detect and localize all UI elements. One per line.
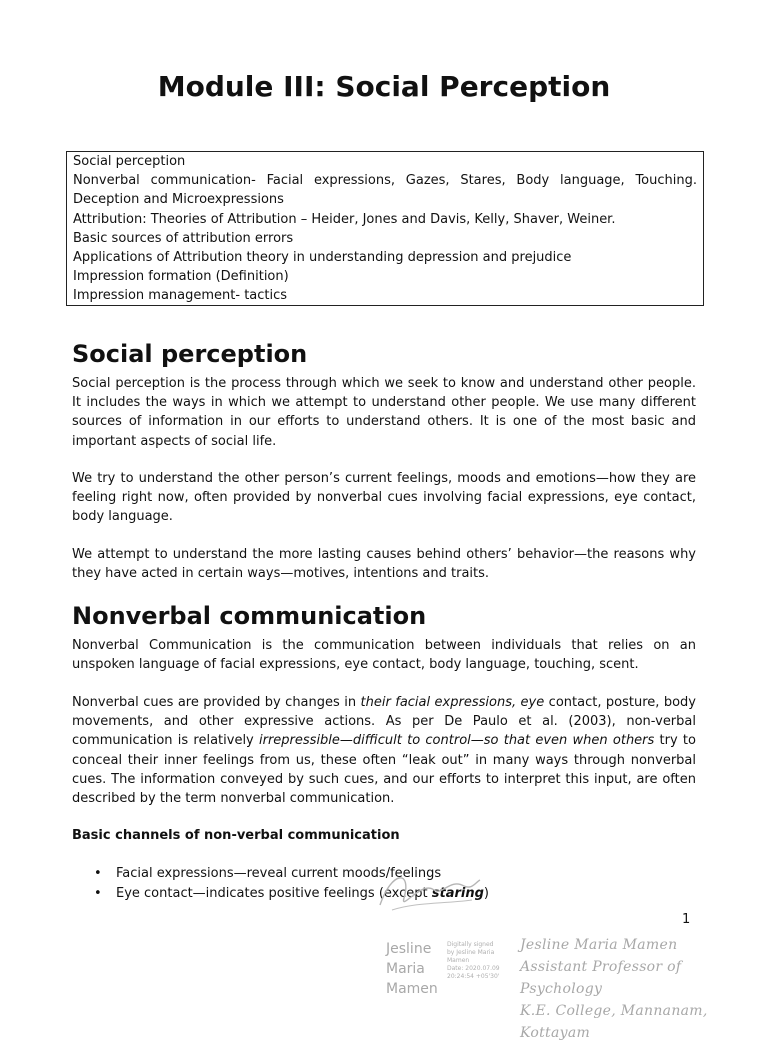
page-number: 1	[682, 912, 691, 927]
paragraph: We try to understand the other person’s current feelings, moods and emotions—how they are feeling right now, often provided by nonverbal cues involving facial expressions, eye contact, body language.	[72, 471, 696, 525]
italic-text: staring	[431, 886, 484, 901]
page-title: Module III: Social Perception	[157, 70, 611, 103]
italic-text: their facial expressions, eye	[360, 695, 545, 710]
social-perception-section	[72, 338, 696, 370]
signature-detail-line: Mamen	[447, 957, 470, 964]
signature-script-line: Assistant Professor of Psychology	[520, 959, 682, 997]
text-run: )	[483, 886, 489, 901]
signature-script-line: Jesline Maria Mamen	[520, 937, 678, 953]
signature-script	[520, 934, 768, 1044]
signature-scribble	[372, 860, 482, 920]
paragraph: We attempt to understand the more lasting causes behind others’ behavior—the reasons why they have acted in certain ways—motives, intentions and traits.	[72, 547, 696, 582]
syllabus-item: Impression management- tactics	[73, 288, 288, 304]
syllabus-item: Applications of Attribution theory in understanding depression and prejudice	[73, 250, 572, 266]
italic-text: irrepressible—difficult to control—so that even when others	[259, 733, 655, 749]
list-item: • Facial expressions—reveal current moods/feelings	[72, 864, 696, 884]
nonverbal-section	[72, 600, 696, 632]
text-run: contact, posture, body movements, and other expressive actions. As per De Paulo et al. (2003), non-verbal communication is relatively	[72, 695, 696, 749]
syllabus-item: Impression formation (Definition)	[73, 269, 289, 285]
signature-script-line: K.E. College, Mannanam, Kottayam	[520, 1003, 708, 1041]
text-run: Eye contact—indicates positive feelings (except	[116, 886, 432, 901]
paragraph: Social perception is the process through which we seek to know and understand other people. It includes the ways in which we attempt to understand other people. We use many different sources of information in our efforts to understand others. It is one of the most basic and important aspects of social life.	[72, 376, 696, 449]
syllabus-box	[66, 151, 704, 306]
syllabus-item: Basic sources of attribution errors	[73, 230, 294, 246]
text-run: try to conceal their inner feelings from us, these often “leak out” in many ways through nonverbal cues. The information conveyed by such cues, and our efforts to interpret this input, are often described by the term nonverbal communication.	[72, 733, 696, 807]
syllabus-item: Nonverbal communication- Facial expressions, Gazes, Stares, Body language, Touching. Deception and Microexpressions	[73, 173, 697, 208]
section-heading: Social perception	[72, 340, 308, 368]
digital-signature-details	[447, 941, 500, 981]
syllabus-item: Attribution: Theories of Attribution – Heider, Jones and Davis, Kelly, Shaver, Weiner.	[73, 211, 616, 227]
signature-detail-line: Date: 2020.07.09	[447, 965, 500, 972]
paragraph	[72, 693, 696, 808]
subheading: Basic channels of non-verbal communication	[72, 828, 400, 843]
signature-name-line: Maria	[386, 961, 425, 977]
syllabus-item: Social perception	[73, 154, 186, 169]
paragraph: Nonverbal Communication is the communication between individuals that relies on an unspoken language of facial expressions, eye contact, body language, touching, scent.	[72, 638, 696, 673]
section-heading: Nonverbal communication	[72, 602, 427, 630]
signature-detail-line: 20:24:54 +05'30'	[447, 973, 500, 980]
signature-detail-line: Digitally signed	[447, 941, 494, 948]
signature-name-line: Mamen	[386, 981, 438, 997]
signature-name	[386, 939, 438, 999]
signature-name-line: Jesline	[386, 941, 432, 957]
text-run: Nonverbal cues are provided by changes in	[72, 695, 361, 710]
signature-detail-line: by Jesline Maria	[447, 949, 495, 956]
